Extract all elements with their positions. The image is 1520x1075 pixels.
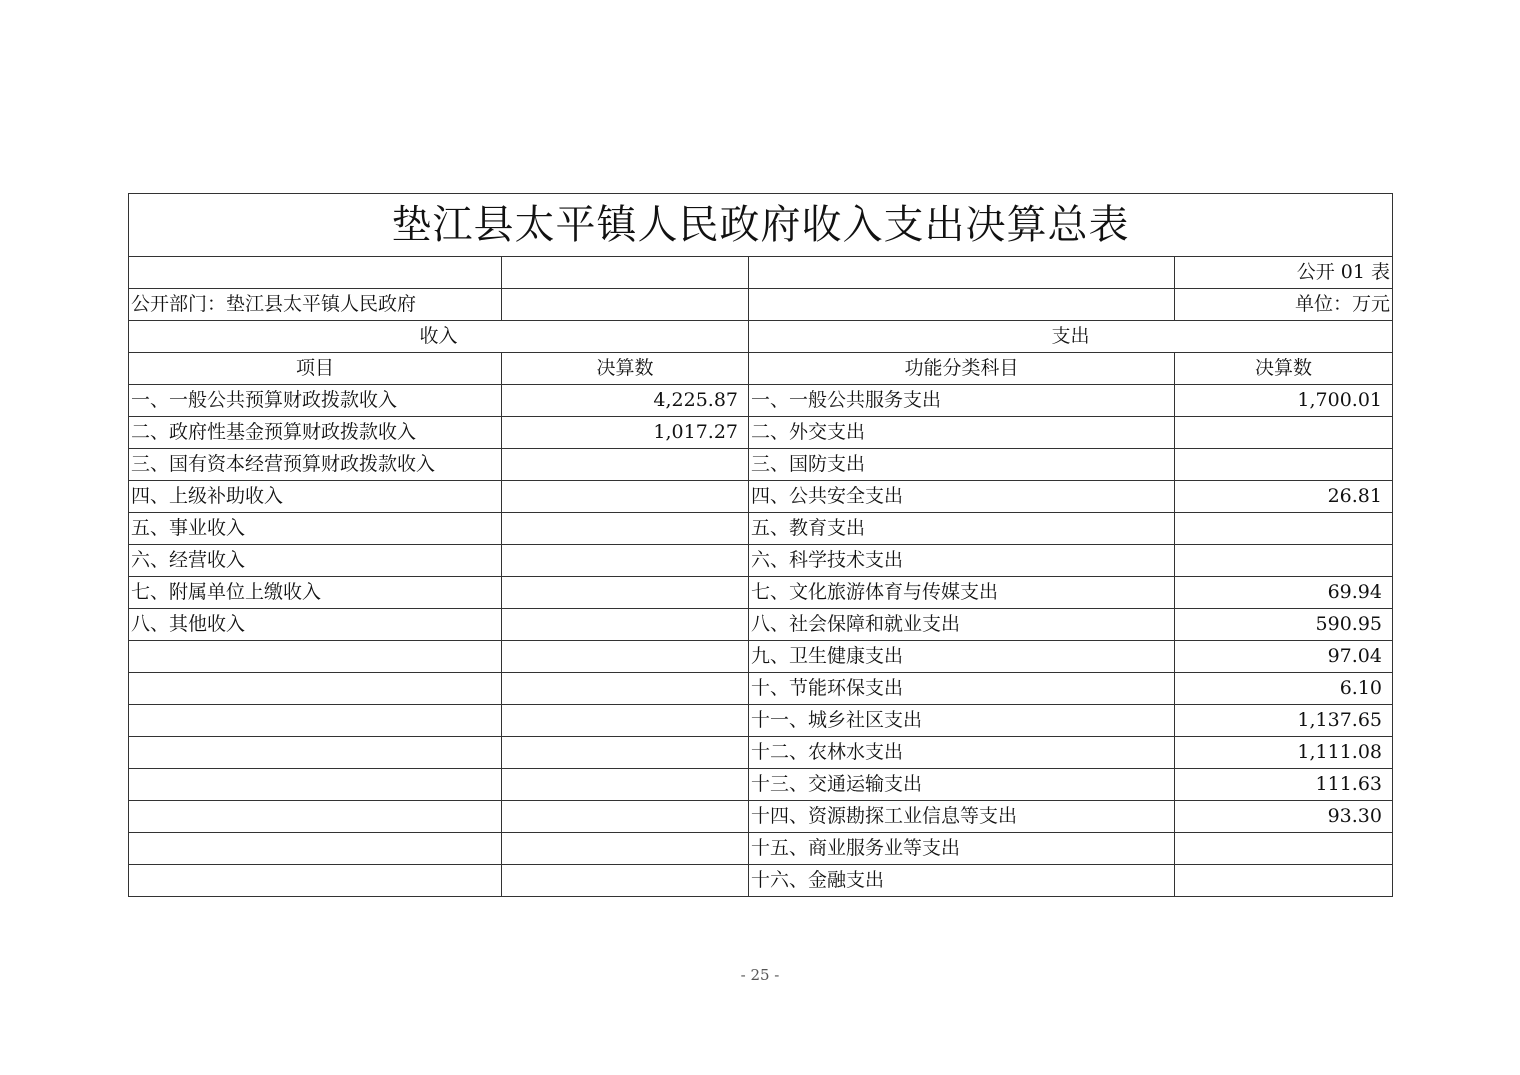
col-header-category: 功能分类科目 xyxy=(749,353,1175,385)
expense-value: 69.94 xyxy=(1175,577,1393,609)
expense-value: 97.04 xyxy=(1175,641,1393,673)
income-item: 六、经营收入 xyxy=(129,545,502,577)
table-row xyxy=(129,481,1393,513)
income-item xyxy=(129,705,502,737)
expense-value xyxy=(1175,449,1393,481)
table-number-row xyxy=(129,257,1393,289)
expense-value xyxy=(1175,545,1393,577)
expense-item: 十一、城乡社区支出 xyxy=(749,705,1175,737)
table-row xyxy=(129,801,1393,833)
income-value xyxy=(502,801,749,833)
unit-label: 单位：万元 xyxy=(1175,289,1393,321)
income-value xyxy=(502,641,749,673)
expense-item: 十四、资源勘探工业信息等支出 xyxy=(749,801,1175,833)
column-header-row xyxy=(129,353,1393,385)
income-item: 八、其他收入 xyxy=(129,609,502,641)
expense-item: 十六、金融支出 xyxy=(749,865,1175,897)
income-value xyxy=(502,609,749,641)
income-item: 二、政府性基金预算财政拨款收入 xyxy=(129,417,502,449)
table-row xyxy=(129,577,1393,609)
expense-item: 六、科学技术支出 xyxy=(749,545,1175,577)
expense-value: 6.10 xyxy=(1175,673,1393,705)
income-value: 1,017.27 xyxy=(502,417,749,449)
table-row xyxy=(129,545,1393,577)
table-row xyxy=(129,417,1393,449)
expense-item: 十二、农林水支出 xyxy=(749,737,1175,769)
income-item: 七、附属单位上缴收入 xyxy=(129,577,502,609)
table-row xyxy=(129,641,1393,673)
income-value: 4,225.87 xyxy=(502,385,749,417)
expense-value: 26.81 xyxy=(1175,481,1393,513)
expense-value: 93.30 xyxy=(1175,801,1393,833)
page-number: - 25 - xyxy=(740,966,780,984)
expense-section-header: 支出 xyxy=(749,321,1393,353)
income-value xyxy=(502,577,749,609)
expense-value: 1,111.08 xyxy=(1175,737,1393,769)
table-row xyxy=(129,449,1393,481)
expense-value xyxy=(1175,833,1393,865)
income-item: 一、一般公共预算财政拨款收入 xyxy=(129,385,502,417)
expense-value: 1,700.01 xyxy=(1175,385,1393,417)
expense-value xyxy=(1175,417,1393,449)
table-row xyxy=(129,385,1393,417)
income-value xyxy=(502,705,749,737)
expense-value xyxy=(1175,513,1393,545)
table-row xyxy=(129,513,1393,545)
section-header-row xyxy=(129,321,1393,353)
budget-summary-table xyxy=(128,193,1393,897)
income-item xyxy=(129,769,502,801)
table-number: 公开 01 表 xyxy=(1175,257,1393,289)
title-row xyxy=(129,194,1393,257)
expense-value: 1,137.65 xyxy=(1175,705,1393,737)
income-item xyxy=(129,801,502,833)
expense-item: 一、一般公共服务支出 xyxy=(749,385,1175,417)
income-item xyxy=(129,865,502,897)
income-item: 五、事业收入 xyxy=(129,513,502,545)
expense-value: 111.63 xyxy=(1175,769,1393,801)
income-item xyxy=(129,833,502,865)
income-value xyxy=(502,673,749,705)
expense-item: 五、教育支出 xyxy=(749,513,1175,545)
income-value xyxy=(502,481,749,513)
income-value xyxy=(502,449,749,481)
expense-item: 十五、商业服务业等支出 xyxy=(749,833,1175,865)
expense-item: 九、卫生健康支出 xyxy=(749,641,1175,673)
col-header-item: 项目 xyxy=(129,353,502,385)
expense-item: 十、节能环保支出 xyxy=(749,673,1175,705)
department-label: 公开部门：垫江县太平镇人民政府 xyxy=(129,289,502,321)
expense-item: 七、文化旅游体育与传媒支出 xyxy=(749,577,1175,609)
expense-value: 590.95 xyxy=(1175,609,1393,641)
table-row xyxy=(129,833,1393,865)
table-row xyxy=(129,737,1393,769)
expense-item: 二、外交支出 xyxy=(749,417,1175,449)
income-section-header: 收入 xyxy=(129,321,749,353)
col-header-amount-expense: 决算数 xyxy=(1175,353,1393,385)
income-item xyxy=(129,673,502,705)
income-value xyxy=(502,833,749,865)
table-row xyxy=(129,769,1393,801)
income-value xyxy=(502,769,749,801)
income-item xyxy=(129,641,502,673)
income-value xyxy=(502,545,749,577)
expense-item: 十三、交通运输支出 xyxy=(749,769,1175,801)
expense-item: 三、国防支出 xyxy=(749,449,1175,481)
department-row xyxy=(129,289,1393,321)
income-value xyxy=(502,865,749,897)
table-row xyxy=(129,705,1393,737)
income-item: 四、上级补助收入 xyxy=(129,481,502,513)
income-item: 三、国有资本经营预算财政拨款收入 xyxy=(129,449,502,481)
table-title: 垫江县太平镇人民政府收入支出决算总表 xyxy=(129,194,1393,257)
income-value xyxy=(502,737,749,769)
expense-item: 八、社会保障和就业支出 xyxy=(749,609,1175,641)
table-row xyxy=(129,673,1393,705)
table-row xyxy=(129,609,1393,641)
table-row xyxy=(129,865,1393,897)
col-header-amount: 决算数 xyxy=(502,353,749,385)
income-value xyxy=(502,513,749,545)
expense-value xyxy=(1175,865,1393,897)
income-item xyxy=(129,737,502,769)
expense-item: 四、公共安全支出 xyxy=(749,481,1175,513)
